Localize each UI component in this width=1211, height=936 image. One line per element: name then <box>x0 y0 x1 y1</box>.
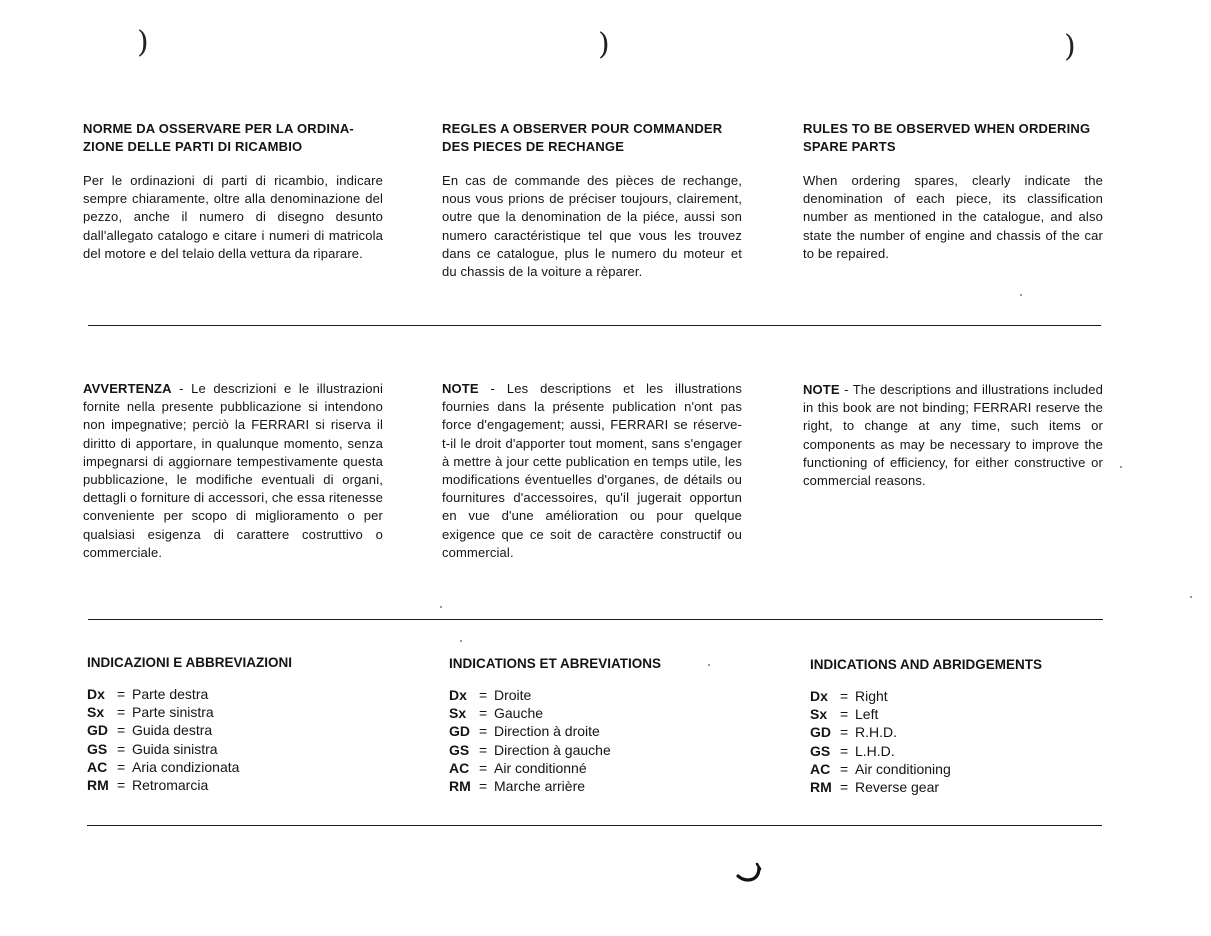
punch-mark-right: ) <box>1064 29 1076 64</box>
abbr-equals: = <box>840 688 849 704</box>
abbr-text: Droite <box>494 687 532 703</box>
abbr-it-item <box>87 685 387 703</box>
abbr-code: Dx <box>810 688 828 704</box>
rules-it-column <box>83 120 383 263</box>
abbr-equals: = <box>117 740 126 757</box>
abbr-equals: = <box>840 760 849 777</box>
rules-fr-heading: REGLES A OBSERVER POUR COMMANDER DES PIECES DE RECHANGE <box>442 121 723 154</box>
abbr-code: RM <box>87 777 109 794</box>
abbr-code: GD <box>87 722 108 739</box>
abbr-text: Parte destra <box>132 686 209 702</box>
abbr-text: R.H.D. <box>855 724 897 741</box>
abbr-equals: = <box>479 741 488 758</box>
abbr-text: Parte sinistra <box>132 704 214 721</box>
abbr-code: GD <box>449 723 470 740</box>
rules-it-heading: NORME DA OSSERVARE PER LA ORDINA-ZIONE DELLE PARTI DI RICAMBIO <box>83 121 354 154</box>
divider-rule-3 <box>87 825 1102 826</box>
abbr-fr-item <box>449 777 749 795</box>
abbr-it-item <box>87 758 387 776</box>
abbr-equals: = <box>117 758 126 775</box>
abbr-fr-list <box>449 686 749 795</box>
abbr-en-column <box>810 656 1110 796</box>
scan-speck <box>1120 466 1122 468</box>
abbr-code: Dx <box>87 686 105 702</box>
punch-mark-center: ) <box>598 27 610 62</box>
rules-en-body: When ordering spares, clearly indicate the denomination of each piece, its classification number as mentioned in the catalogue, and also state the number of engine and chassis of the car to be repaired. <box>803 173 1103 261</box>
abbr-code: RM <box>449 778 471 795</box>
notes-en-paragraph <box>803 381 1103 490</box>
abbr-code: GS <box>449 741 470 758</box>
abbr-equals: = <box>479 778 488 795</box>
rules-it-body: Per le ordinazioni di parti di ricambio, indicare sempre chiaramente, oltre alla denominazione del pezzo, anche il numero di disegno desunto dall'allegato catalogo e citare i numeri di matricola del motore e del telaio della vettura da riparare. <box>83 173 383 261</box>
notes-en-body: - The descriptions and illustrations included in this book are not binding; FERRARI reserve the right, to change at any time, such items or components as may be necessary to improve the functioning of efficiency, for either constructive or commercial reasons. <box>803 382 1103 489</box>
abbr-text: Air conditioning <box>855 760 951 777</box>
abbr-text: Retromarcia <box>132 777 209 794</box>
abbr-it-item <box>87 740 387 758</box>
abbr-it-item <box>87 721 387 739</box>
notes-fr-body: - Les descriptions et les illustrations fournies dans la présente publication n'ont pas force d'engagement; aussi, FERRARI se réserve-t-il le droit d'apporter tout moment, sans s'engager à mettre à jour cette publication en temps utile, les modifications éventuelles d'organes, de détails ou fournitures d'accessoires, qu'il jugerait opportun en vue d'une amélioration ou pour quelque exigence que ce soit de caractère constructif ou commercial. <box>442 381 742 560</box>
abbr-equals: = <box>840 724 849 741</box>
abbr-text: Air conditionné <box>494 759 587 776</box>
abbr-text: Gauche <box>494 705 544 722</box>
abbr-en-list <box>810 687 1110 796</box>
abbr-fr-item <box>449 741 749 759</box>
abbr-equals: = <box>117 686 126 702</box>
abbr-code: Sx <box>87 704 105 721</box>
abbr-text: Direction à droite <box>494 723 600 740</box>
abbr-text: Direction à gauche <box>494 741 611 758</box>
scan-speck <box>708 664 710 666</box>
notes-it-body: - Le descrizioni e le illustrazioni fornite nella presente pubblicazione si intendono non impegnative; perciò la FERRARI si riserva il diritto di apportare, in qualunque momento, senza impegnarsi di aggiornare tempestivamente questa pubblicazione, le modifiche eventuali di organi, dettagli o forniture di accessori, che essa ritenesse conveniente per scopo di miglioramento o per qualsiasi esigenza di carattere costruttivo o commerciale. <box>83 381 383 560</box>
abbr-it-item <box>87 703 387 721</box>
abbr-equals: = <box>840 779 849 796</box>
abbr-text: Right <box>855 688 888 704</box>
abbr-en-heading: INDICATIONS AND ABRIDGEMENTS <box>810 657 1042 672</box>
notes-it-lead: AVVERTENZA <box>83 381 172 396</box>
abbr-fr-column <box>449 655 749 795</box>
abbr-equals: = <box>840 706 849 723</box>
punch-mark-left: ) <box>137 25 149 60</box>
rules-en-column <box>803 120 1103 263</box>
abbr-code: GD <box>810 724 831 741</box>
abbr-equals: = <box>117 722 126 739</box>
notes-fr-column <box>442 380 742 562</box>
abbr-en-item <box>810 705 1110 723</box>
abbr-fr-item <box>449 686 749 704</box>
notes-fr-lead: NOTE <box>442 381 479 396</box>
scan-speck <box>440 606 442 608</box>
scan-speck <box>460 640 462 642</box>
notes-en-column <box>803 381 1103 490</box>
abbr-it-list <box>87 685 387 794</box>
abbr-en-item <box>810 742 1110 760</box>
notes-fr-paragraph <box>442 380 742 562</box>
abbr-text: Left <box>855 706 879 723</box>
abbr-text: Aria condizionata <box>132 758 240 775</box>
abbr-en-item <box>810 723 1110 741</box>
abbr-code: AC <box>449 759 470 776</box>
abbr-equals: = <box>479 687 488 703</box>
abbr-code: AC <box>810 760 831 777</box>
scan-speck <box>1020 294 1022 296</box>
abbr-text: L.H.D. <box>855 742 895 759</box>
abbr-equals: = <box>117 704 126 721</box>
abbr-it-column <box>87 654 387 794</box>
abbr-equals: = <box>479 759 488 776</box>
page-mark-icon <box>735 860 765 886</box>
abbr-fr-item <box>449 704 749 722</box>
notes-it-column <box>83 380 383 562</box>
abbr-equals: = <box>117 777 126 794</box>
abbr-en-item <box>810 760 1110 778</box>
abbr-text: Marche arrière <box>494 778 586 795</box>
notes-it-paragraph <box>83 380 383 562</box>
abbr-code: RM <box>810 779 832 796</box>
abbr-code: AC <box>87 758 108 775</box>
abbr-en-item <box>810 778 1110 796</box>
abbr-en-item <box>810 687 1110 705</box>
rules-fr-body: En cas de commande des pièces de rechange, nous vous prions de préciser toujours, clairement, outre que la denomination de la piéce, aussi son numero caractéristique tel que vous les trouvez dans ce catalogue, plus le numero du moteur et du chassis de la voiture a rèparer. <box>442 173 742 280</box>
notes-en-lead: NOTE <box>803 382 840 397</box>
abbr-it-heading: INDICAZIONI E ABBREVIAZIONI <box>87 655 293 670</box>
scan-speck <box>1190 596 1192 598</box>
divider-rule-1 <box>88 325 1101 326</box>
abbr-code: GS <box>87 740 108 757</box>
abbr-code: Sx <box>810 706 828 723</box>
abbr-text: Guida destra <box>132 722 213 739</box>
abbr-code: Sx <box>449 705 467 722</box>
abbr-fr-item <box>449 722 749 740</box>
abbr-equals: = <box>479 723 488 740</box>
abbr-fr-heading: INDICATIONS ET ABREVIATIONS <box>449 656 662 671</box>
rules-en-heading: RULES TO BE OBSERVED WHEN ORDERING SPARE PARTS <box>803 121 1091 154</box>
abbr-code: GS <box>810 742 831 759</box>
abbr-equals: = <box>840 742 849 759</box>
abbr-code: Dx <box>449 687 467 703</box>
abbr-it-item <box>87 776 387 794</box>
divider-rule-2 <box>88 619 1103 620</box>
abbr-text: Guida sinistra <box>132 740 218 757</box>
rules-fr-column <box>442 120 742 281</box>
abbr-equals: = <box>479 705 488 722</box>
abbr-fr-item <box>449 759 749 777</box>
abbr-text: Reverse gear <box>855 779 940 796</box>
